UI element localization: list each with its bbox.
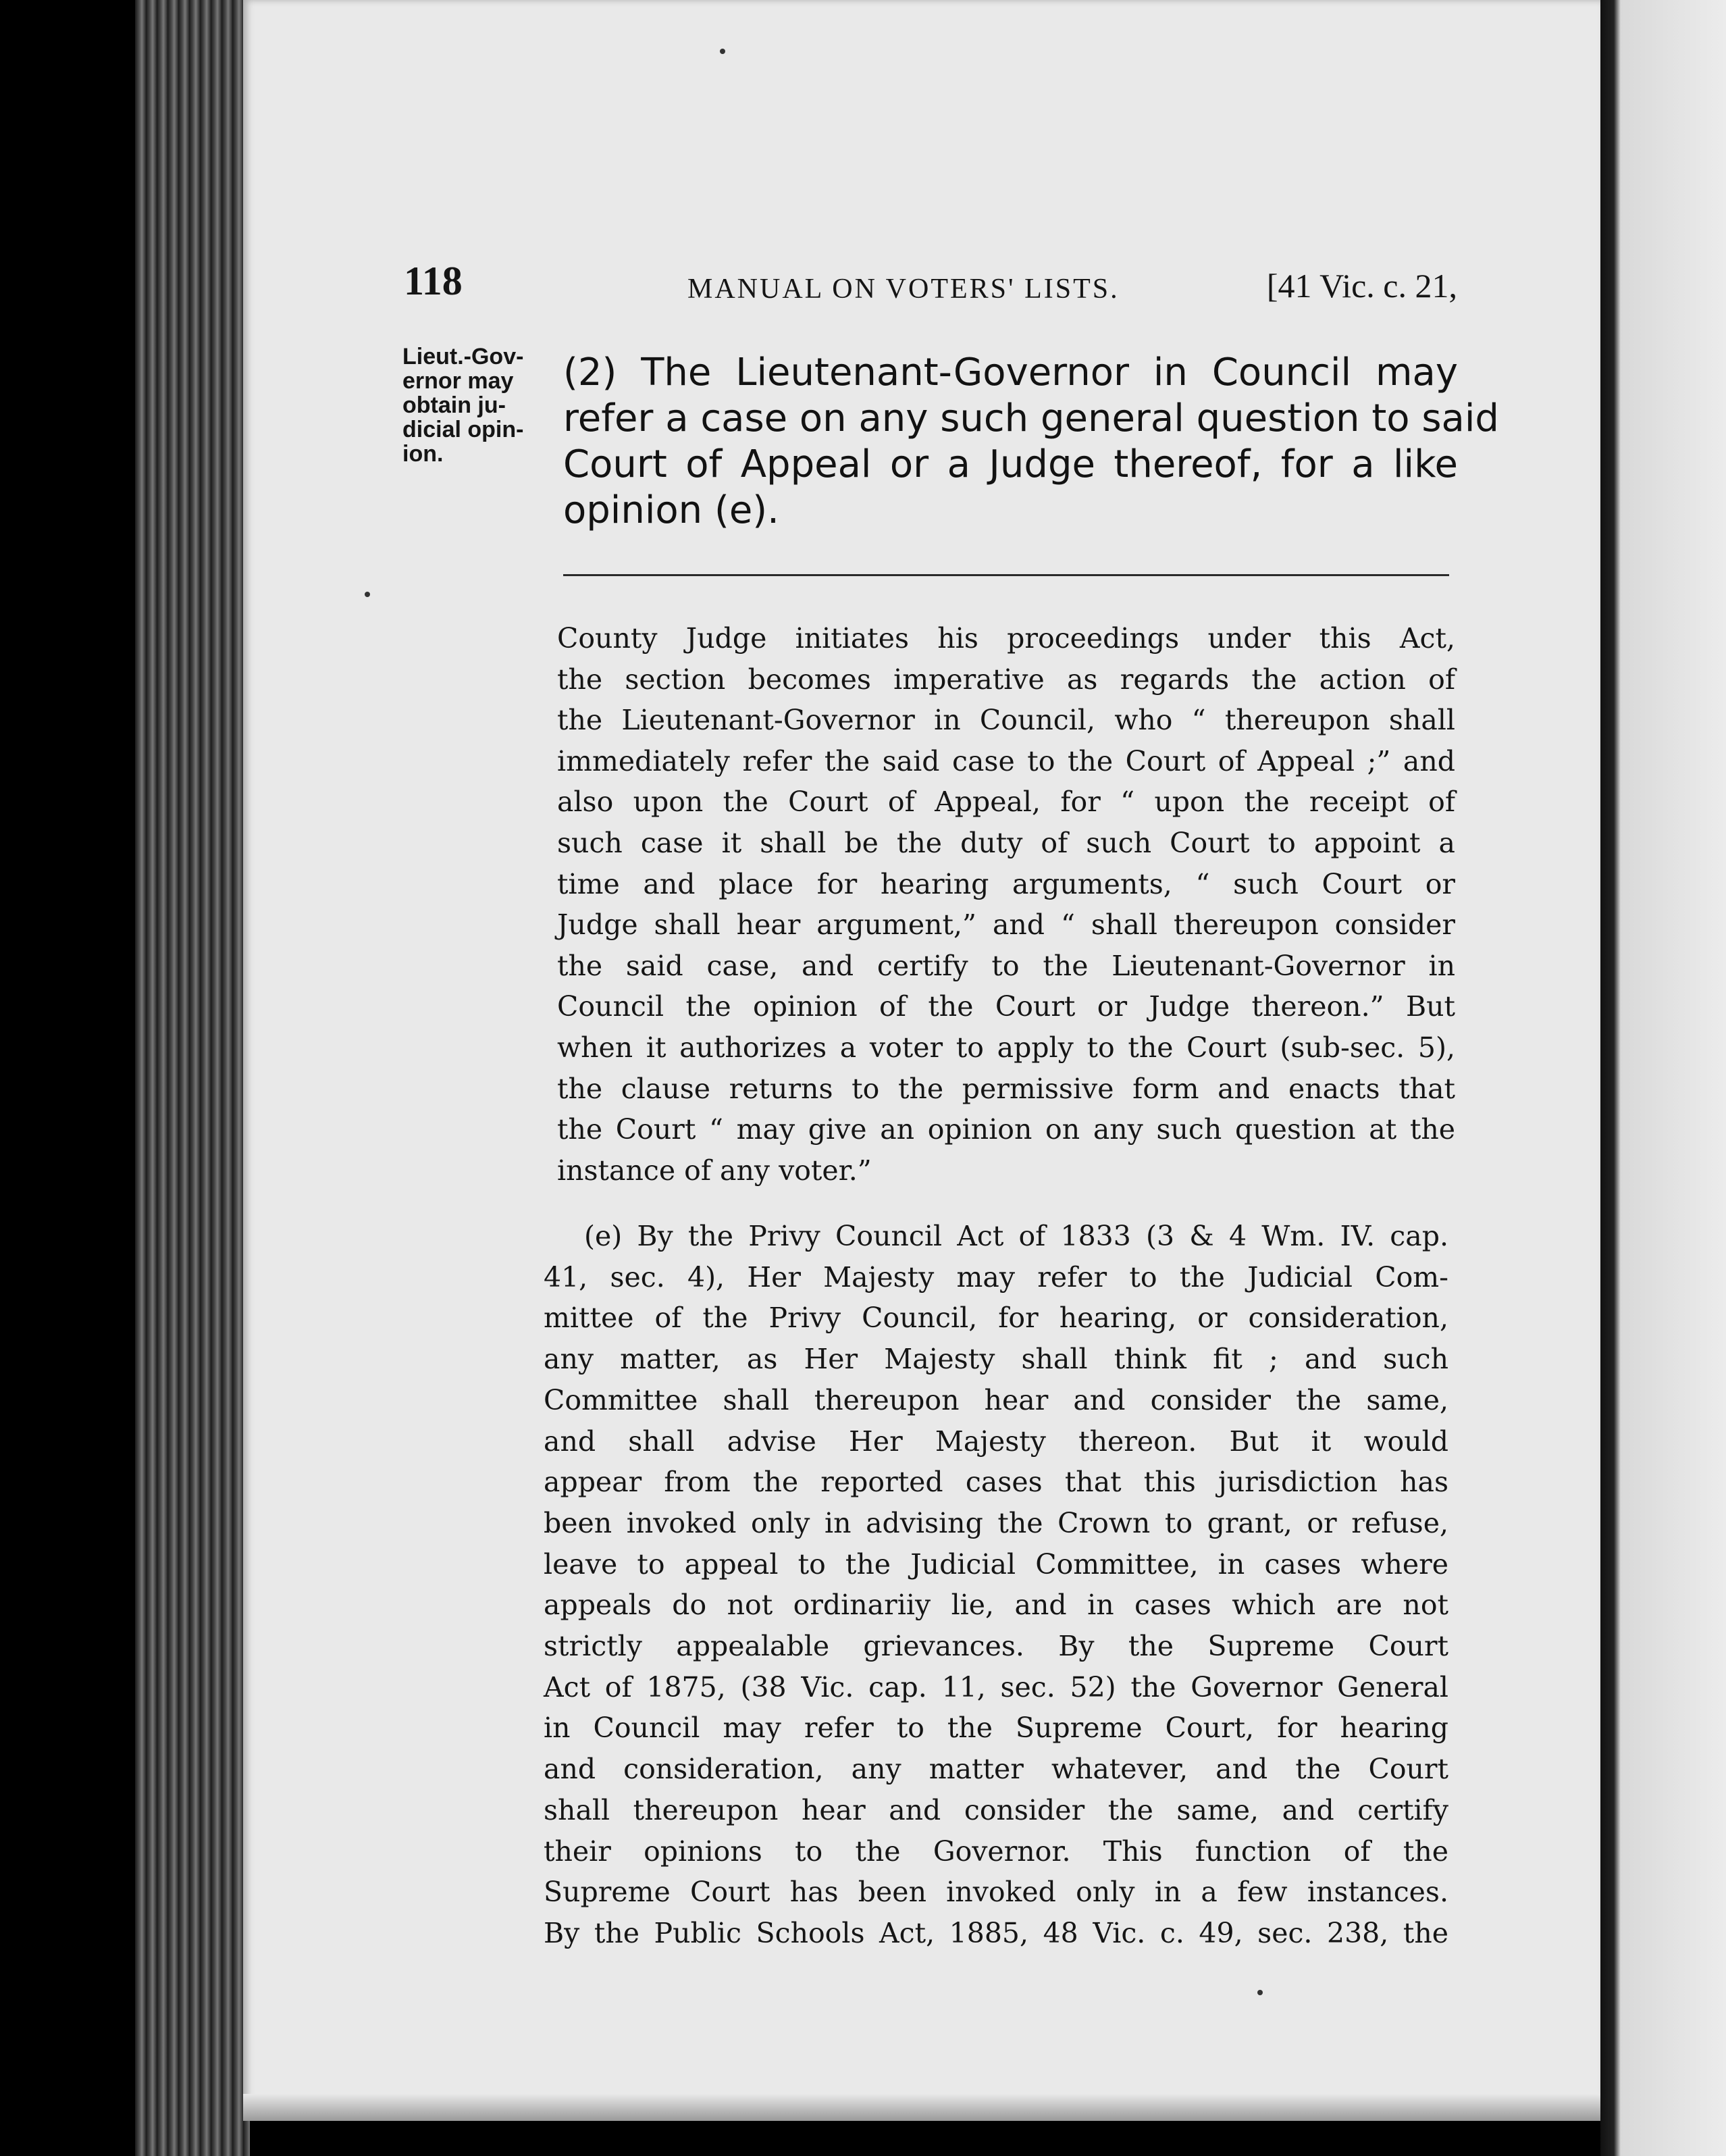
clause-line: Court of Appeal or a Judge thereof, for a like — [563, 442, 1458, 486]
marginal-note-line: dicial opin- — [402, 417, 524, 442]
page-number: 118 — [404, 259, 463, 303]
footnote-line: the section becomes imperative as regards the action of — [557, 663, 1455, 696]
marginal-note-line: ernor may — [402, 368, 514, 394]
page-stack-edges — [135, 0, 250, 2156]
footnote-line: in Council may refer to the Supreme Court, for hearing — [544, 1712, 1448, 1745]
footnote-line: shall thereupon hear and consider the same, and certify — [544, 1793, 1448, 1826]
clause-line: opinion (e). — [563, 488, 779, 532]
footnote-line: Act of 1875, (38 Vic. cap. 11, sec. 52) the Governor General — [544, 1670, 1448, 1703]
footnote-line: Committee shall thereupon hear and consider the same, — [544, 1383, 1448, 1416]
footnote-line: strictly appealable grievances. By the Supreme Court — [544, 1630, 1448, 1663]
footnote-line: mittee of the Privy Council, for hearing, or consideration, — [544, 1302, 1448, 1335]
footnote-line: when it authorizes a voter to apply to the Court (sub-sec. 5), — [557, 1031, 1455, 1064]
statute-citation: [41 Vic. c. 21, — [1266, 267, 1457, 305]
footnote-line: (e) By the Privy Council Act of 1833 (3 & 4 Wm. IV. cap. — [584, 1220, 1448, 1252]
footnote-e — [544, 1216, 1448, 1954]
running-header — [404, 258, 1457, 312]
footnote-line: the said case, and certify to the Lieutenant-Governor in — [557, 949, 1455, 982]
footnote-line: By the Public Schools Act, 1885, 48 Vic. c. 49, sec. 238, the — [544, 1916, 1448, 1949]
footnote-line: any matter, as Her Majesty shall think fit ; and such — [544, 1343, 1448, 1376]
footnote-line: appeals do not ordinariiy lie, and in cases which are not — [544, 1589, 1448, 1622]
clause-line: refer a case on any such general question to said — [563, 396, 1499, 440]
marginal-note-line: Lieut.-Gov- — [402, 344, 524, 369]
footnote-line: and shall advise Her Majesty thereon. But it would — [544, 1424, 1448, 1458]
scan-speck — [365, 592, 370, 597]
footnote-line: the clause returns to the permissive form and enacts that — [557, 1072, 1455, 1105]
footnote-continuation — [557, 618, 1455, 1191]
footnote-line: 41, sec. 4), Her Majesty may refer to the Judicial Com- — [544, 1260, 1448, 1293]
clause-line: (2) The Lieutenant-Governor in Council may — [563, 351, 1458, 394]
page-bottom-edge — [243, 2094, 1600, 2121]
footnote-line: also upon the Court of Appeal, for “ upon the receipt of — [557, 786, 1455, 819]
divider-rule — [563, 574, 1449, 576]
footnote-line: leave to appeal to the Judicial Committee, in cases where — [544, 1547, 1448, 1581]
marginal-note-line: obtain ju- — [402, 392, 506, 418]
running-title: MANUAL ON VOTERS' LISTS. — [687, 274, 1120, 305]
facing-page-edge — [1600, 0, 1726, 2156]
scan-speck — [1257, 1990, 1263, 1995]
footnote-line: appear from the reported cases that this jurisdiction has — [544, 1466, 1448, 1499]
scan-speck — [720, 49, 725, 54]
footnote-line: instance of any voter.” — [557, 1154, 872, 1187]
footnote-line: the Lieutenant-Governor in Council, who “ thereupon shall — [557, 704, 1455, 737]
footnote-line: the Court “ may give an opinion on any such question at the — [557, 1113, 1455, 1146]
footnote-line: been invoked only in advising the Crown to grant, or refuse, — [544, 1506, 1448, 1539]
statute-clause — [563, 350, 1499, 534]
footnote-line: time and place for hearing arguments, “ such Court or — [557, 867, 1455, 900]
footnote-line: their opinions to the Governor. This function of the — [544, 1834, 1448, 1868]
footnote-line: County Judge initiates his proceedings under this Act, — [557, 622, 1455, 654]
footnote-line: immediately refer the said case to the Court of Appeal ;” and — [557, 744, 1455, 777]
footnote-line: Supreme Court has been invoked only in a few instances. — [544, 1876, 1448, 1909]
footnote-line: Judge shall hear argument,” and “ shall thereupon consider — [557, 908, 1455, 942]
footnote-line: such case it shall be the duty of such Court to appoint a — [557, 826, 1455, 859]
marginal-note-line: ion. — [402, 441, 444, 467]
marginal-note — [402, 344, 558, 466]
footnote-line: and consideration, any matter whatever, and the Court — [544, 1753, 1448, 1786]
footnote-line: Council the opinion of the Court or Judge thereon.” But — [557, 990, 1455, 1023]
